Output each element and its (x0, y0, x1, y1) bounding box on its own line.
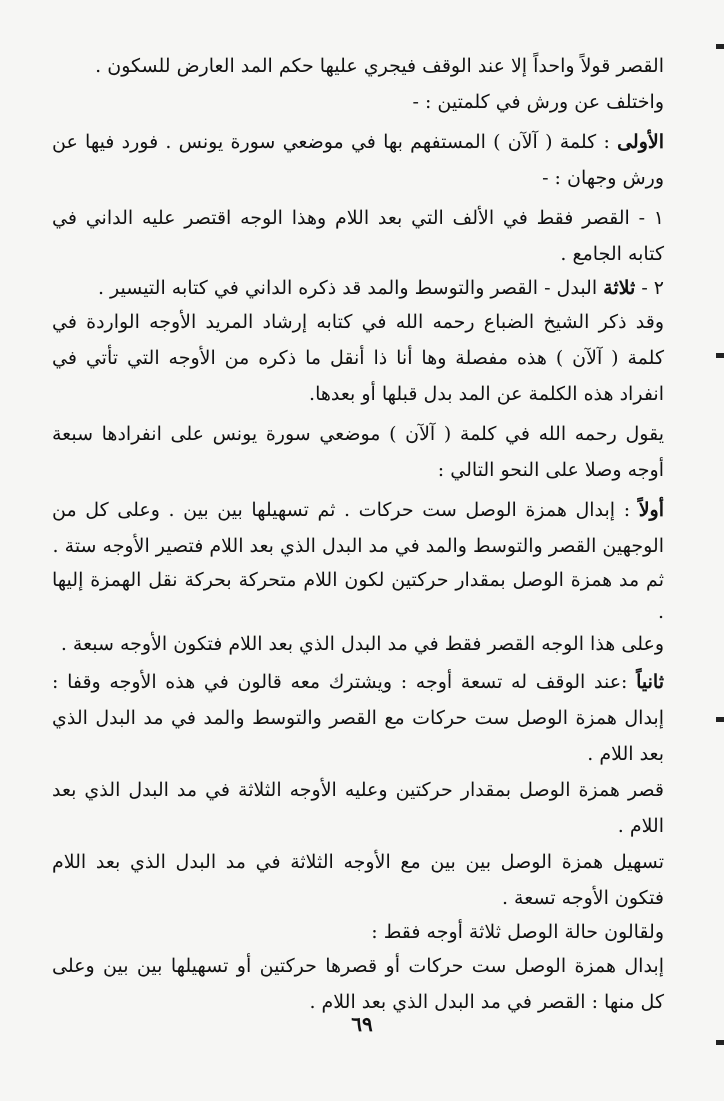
edge-mark (716, 717, 724, 722)
first-label: الأولى (617, 131, 664, 153)
line-ibdal: إبدال همزة الوصل ست حركات أو قصرها حركتين أو تسهيلها بين بين وعلى كل منها : القصر في مد البدل الذي بعد اللام . (52, 955, 664, 1013)
first-case-text: : إبدال همزة الوصل ست حركات . ثم تسهيلها بين بين . وعلى كل من الوجهين القصر والتوسط والمد في مد البدل الذي بعد اللام فتصير الأوجه ستة . (52, 499, 664, 557)
line-madd-hamza: ثم مد همزة الوصل بمقدار حركتين لكون اللام متحركة بحركة نقل الهمزة إليها . (52, 569, 664, 623)
list-item-2 (52, 272, 664, 304)
second-case-text: :عند الوقف له تسعة أوجه : ويشترك معه قالون في هذه الأوجه وقفا : إبدال همزة الوصل ست حركات مع القصر والتوسط والمد في مد البدل الذي بعد اللام . (52, 671, 664, 765)
item2-text: البدل - القصر والتوسط والمد قد ذكره الداني في كتابه التيسير . (97, 277, 604, 299)
line-qasr-hamza: قصر همزة الوصل بمقدار حركتين وعليه الأوجه الثلاثة في مد البدل الذي بعد اللام . (52, 779, 664, 837)
line-tashil: تسهيل همزة الوصل بين بين مع الأوجه الثلاثة في مد البدل الذي بعد اللام فتكون الأوجه تسعة . (52, 851, 664, 909)
edge-mark (716, 353, 724, 358)
first-case-label: أولاً (638, 499, 664, 521)
edge-mark (716, 44, 724, 49)
paragraph-second-case (52, 664, 664, 772)
edge-mark (716, 1040, 724, 1045)
list-item-1: ١ - القصر فقط في الألف التي بعد اللام وهذا الوجه اقتصر عليه الداني في كتابه الجامع . (52, 207, 664, 265)
item2-prefix: ٢ - (635, 277, 664, 299)
second-case-label: ثانياً (636, 671, 664, 693)
item2-label: ثلاثة (603, 277, 636, 299)
paragraph-first-word (52, 124, 664, 196)
page-number: ٦٩ (351, 1012, 373, 1036)
page-body (52, 48, 664, 1020)
line-hadha-wajh: وعلى هذا الوجه القصر فقط في مد البدل الذي بعد اللام فتكون الأوجه سبعة . (60, 633, 664, 655)
first-text: : كلمة ( آلآن ) المستفهم بها في موضعي سورة يونس . فورد فيها عن ورش وجهان : - (52, 131, 664, 189)
line-qasr-waqf: القصر قولاً واحداً إلا عند الوقف فيجري عليها حكم المد العارض للسكون . (95, 55, 664, 77)
paragraph-dabba: وقد ذكر الشيخ الضباع رحمه الله في كتابه إرشاد المريد الأوجه الواردة في كلمة ( آلآن ) هذه مفصلة وها أنا ذا أنقل ما ذكره من الأوجه التي تأتي في انفراد هذه الكلمة عن المد بدل قبلها أو بعدها. (52, 311, 664, 405)
line-ikhtilaf: واختلف عن ورش في كلمتين : - (412, 91, 664, 113)
line-qalun: ولقالون حالة الوصل ثلاثة أوجه فقط : (371, 921, 664, 943)
paragraph-first-case (52, 492, 664, 564)
paragraph-yaqul: يقول رحمه الله في كلمة ( آلآن ) موضعي سورة يونس على انفرادها سبعة أوجه وصلا على النحو التالي : (52, 423, 664, 481)
